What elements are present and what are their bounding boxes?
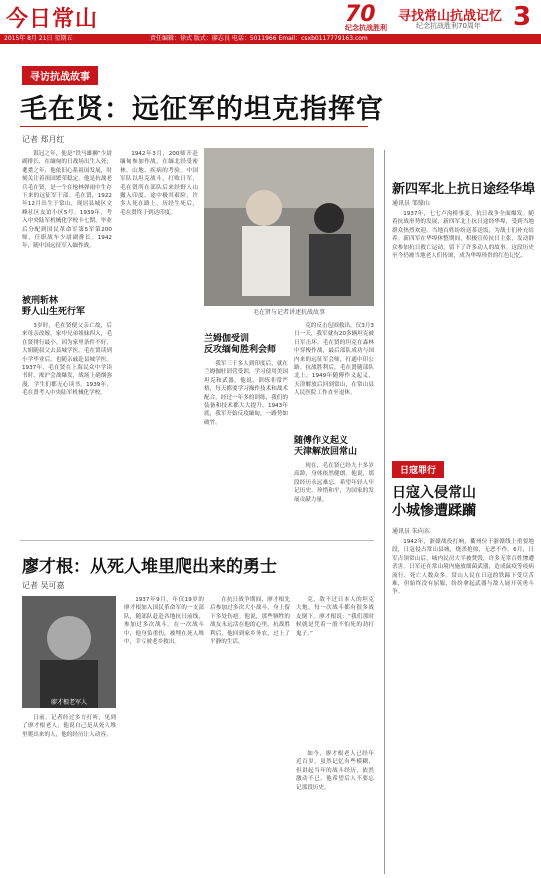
anniversary-number: 70 <box>345 2 376 27</box>
section-tag: 寻访抗战故事 <box>22 66 98 85</box>
article-divider <box>20 540 374 541</box>
info-bar <box>0 34 541 44</box>
date-line: 2015年 8月 21日 星期五 <box>4 35 73 42</box>
series-title: 寻找常山抗战记忆 <box>398 9 503 24</box>
main-col-2: 3岁时，毛在贤便父亲亡故，后来母亲改嫁，家中兄弟姐妹四人，毛在贤排行最小。因为家里条件不好，大姐随叔父去县城学医。毛在贤读到小学毕业后，也随亲戚赴县城学医。1937年，毛在贤在上海民众中学读书时，淞沪会战爆发，战场上硝烟弥漫，学生们都无心读书。1939年，毛在贤考入中央陆军机械化学校。 <box>22 323 112 397</box>
editor-line: 责任编辑：徐式 版式：廖志良 电话：5011966 Email：csxb0117779163.com <box>150 35 368 42</box>
article2-photo-illustration <box>22 596 116 708</box>
article2-col-1: 日前，记者经过多方打听，见到了廖才根老人，他说自己是从死人堆里爬出来的人，他的经历让人动容。 <box>22 715 116 738</box>
main-col-4: 我军三千多人到印度后，就在兰姆伽驻训营受训，学习使用美国坦克和武器。他说，训练非常严格，每天都要学习操作技术和战术配合。经过一年多的训练，我们的装备和技术都大大提升。1943年底，我军开始反攻缅甸，一路势如破竹。 <box>204 361 288 426</box>
article2-col-3: 在抗日战争期间，廖才根先后参加过多次大小战斗，身上留下多处伤疤。他说，那些牺牲的战友永远活在他的心里。抗战胜利后，他回到家乡务农，过上了平静的生活。 <box>210 597 290 646</box>
newspaper-logo: 今日常山 <box>6 6 99 32</box>
main-photo-caption: 毛在贤与记者讲述抗战故事 <box>252 309 325 316</box>
article4-reporter: 通讯员 朱向东 <box>392 528 430 535</box>
main-col-6: 现在，毛在贤已经九十多岁高龄，身体依然健朗。他说，那段经历永远难忘，希望年轻人牢记历史，珍惜和平，为国家的发展贡献力量。 <box>294 463 374 503</box>
article4-headline: 日寇入侵常山 小城惨遭蹂躏 <box>392 485 476 519</box>
main-photo <box>204 148 374 316</box>
article4-body: 1942年，浙赣战役打响，衢州位于浙赣线上重要地段，日寇侵占常山县城，烧杀抢掠，无恶不作。6月，日军占领常山后，城内民房大半被焚毁，许多无辜百姓惨遭杀害。日军还在常山境内施放细菌武器，造成鼠疫等疫病流行，死亡人数众多。常山人民在日寇的铁蹄下受尽苦难，但始终没有屈服，纷纷拿起武器与敌人展开英勇斗争。 <box>392 539 534 596</box>
article2-headline: 廖才根：从死人堆里爬出来的勇士 <box>22 557 277 577</box>
series-subtitle: 纪念抗战胜利70周年 <box>416 22 481 30</box>
article2-reporter: 记者 吴可嘉 <box>22 581 65 590</box>
main-col-5: 克的反击包围救出，仅3月3日一天，我军就有20多辆坦克被日军击坏。毛在贤的坦克在森林中穿梭作战，最后部队成功与国内来的远征军会师，打通中印公路。抗战胜利后，毛在贤随部队北上，1949年随傅作义起义，天津解放后回到常山，在常山县人民医院工作直至退休。 <box>294 323 374 397</box>
article2-photo <box>22 596 116 708</box>
article2-photo-caption: 廖才根老军人 <box>50 699 87 706</box>
article3-headline: 新四军北上抗日途经华埠 <box>392 182 536 197</box>
main-subhead-1: 被刑斩林 野人山生死行军 <box>22 296 112 318</box>
main-col-3: 1942年3月，200师开赴缅甸参加作战，在缅北经受密林、山地、疾病的考验。中国军队以坦克战斗，打败日军，毛在贤所在部队后来经野人山撤入印度，途中极其艰险，许多人死在路上。历经生死后，毛在贤终于到达印度。 <box>120 151 198 216</box>
article2-col-4: 克，敌不过日本人的坦克大炮，每一次战斗都有很多战友倒下。廖才根说：“我们那时候就是凭着一股不怕死的劲打鬼子。” <box>296 597 374 637</box>
anniversary-badge <box>345 2 387 33</box>
main-reporter: 记者 郑月红 <box>22 135 65 144</box>
headline-rule <box>20 126 368 127</box>
main-subhead-3: 随傅作义起义 天津解放回常山 <box>294 436 358 457</box>
article2-col-5: 如今，廖才根老人已经年近百岁，虽然记忆有些模糊，但讲起当年的战斗经历，依然激动不已。他希望后人不要忘记那段历史。 <box>296 751 374 791</box>
side-section-tag: 日寇罪行 <box>392 461 444 478</box>
masthead <box>0 0 541 34</box>
column-divider <box>384 150 385 874</box>
photo-illustration <box>204 148 374 306</box>
anniversary-badge-sub: 纪念抗战胜利 <box>345 24 387 32</box>
main-subhead-2: 兰姆伽受训 反攻缅甸胜利会师 <box>204 334 277 355</box>
page-number: 3 <box>513 2 532 32</box>
article3-reporter: 通讯员 邹鼎山 <box>392 200 430 207</box>
article3-body: 1937年，七七卢沟桥事变，抗日战争全面爆发。随着抗战形势的发展，新四军北上抗日途经华埠，受到当地群众热烈欢迎。当地百姓纷纷送茶送饭，为战士们补充给养。新四军在华埠休整期间，积极宣传抗日主张，发动群众参加抗日救亡运动，留下了许多动人的故事。这段历史至今仍被当地老人们传颂，成为华埠珍贵的红色记忆。 <box>392 211 534 260</box>
main-col-1: 银冠之年，他是“铁马雄狮”少尉副排长，在缅甸的日战场出生入死；耄耋之年，他依旧心系祖国发展，时刻关注着祖国繁荣稳定。他是抗战老兵毛在贤，是一个在枪林弹雨中生存下来的远征军干部。毛在贤，1922年12月出生于常山，现居县城区文峰社区友谊小区5号。1939年，考入中央陆军机械化学校卡七期，毕业后分配到国民革命军第5军第200师，任职战车少尉副排长。1942年，随中国远征军入缅作战。 <box>22 151 112 250</box>
main-headline: 毛在贤：远征军的坦克指挥官 <box>20 94 384 125</box>
article2-col-2: 1937年9月，年仅19岁的廖才根加入国民革命军的一支部队，随部队赶赴各地抗日前线，参加过多次战斗。在一次战斗中，他身负重伤，被埋在死人堆中，幸亏被老乡救出。 <box>124 597 204 646</box>
